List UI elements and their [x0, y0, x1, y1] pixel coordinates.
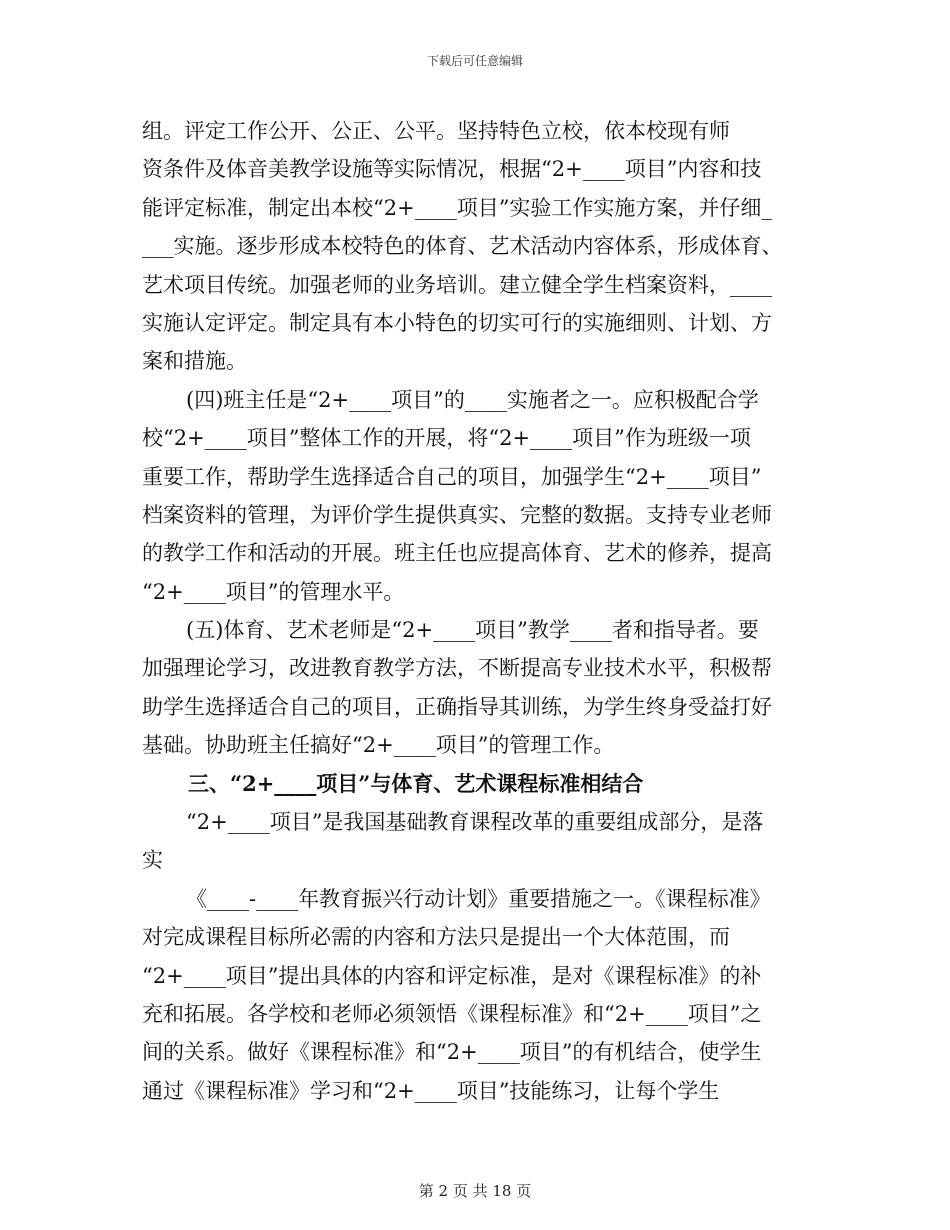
text-line: 资条件及体音美教学设施等实际情况，根据“2+____项目”内容和技 — [142, 157, 762, 182]
text-line: 助学生选择适合自己的项目，正确指导其训练，为学生终身受益打好 — [142, 694, 772, 719]
text-line: “2+____项目”提出具体的内容和评定标准，是对《课程标准》的补 — [142, 963, 762, 988]
text-line: (四)班主任是“2+____项目”的____实施者之一。应积极配合学 — [186, 387, 759, 412]
text-line: 充和拓展。各学校和老师必须领悟《课程标准》和“2+____项目”之 — [142, 1001, 762, 1026]
text-line: 校“2+____项目”整体工作的开展，将“2+____项目”作为班级一项 — [142, 426, 751, 451]
section-heading: 三、“2+____项目”与体育、艺术课程标准相结合 — [188, 770, 644, 796]
text-line: 的教学工作和活动的开展。班主任也应提高体育、艺术的修养，提高 — [142, 541, 772, 566]
text-line: 通过《课程标准》学习和“2+____项目”技能练习，让每个学生 — [142, 1078, 720, 1103]
text-line: 档案资料的管理，为评价学生提供真实、完整的数据。支持专业老师 — [142, 502, 772, 527]
text-line: “2+____项目”是我国基础教育课程改革的重要组成部分，是落 — [186, 810, 764, 835]
text-line: 艺术项目传统。加强老师的业务培训。建立健全学生档案资料，____ — [142, 272, 772, 297]
page-footer: 第 2 页 共 18 页 — [418, 1182, 532, 1200]
text-line: 间的关系。做好《课程标准》和“2+____项目”的有机结合，使学生 — [142, 1040, 762, 1065]
text-line: 基础。协助班主任搞好“2+____项目”的管理工作。 — [142, 733, 615, 758]
text-line: 组。评定工作公开、公正、公平。坚持特色立校，依本校现有师 — [142, 119, 730, 143]
text-line: 《____-____年教育振兴行动计划》重要措施之一。《课程标准》 — [186, 886, 771, 911]
text-line: “2+____项目”的管理水平。 — [142, 579, 405, 604]
text-line: 重要工作，帮助学生选择适合自己的项目，加强学生“2+____项目” — [142, 464, 762, 489]
text-line: 对完成课程目标所必需的内容和方法只是提出一个大体范围，而 — [142, 925, 730, 950]
text-line: (五)体育、艺术老师是“2+____项目”教学____者和指导者。要 — [186, 618, 759, 643]
page-header: 下载后可任意编辑 — [426, 54, 523, 68]
document-body — [142, 112, 810, 1110]
text-line: ___实施。逐步形成本校特色的体育、艺术活动内容体系，形成体育、 — [142, 234, 783, 259]
text-line: 加强理论学习，改进教育教学方法，不断提高专业技术水平，积极帮 — [142, 656, 772, 681]
text-line: 案和措施。 — [142, 349, 247, 374]
text-line: 实 — [142, 848, 163, 873]
text-line: 能评定标准，制定出本校“2+____项目”实验工作实施方案，并仔细_ — [142, 195, 772, 220]
text-line: 实施认定评定。制定具有本小特色的切实可行的实施细则、计划、方 — [142, 310, 772, 335]
